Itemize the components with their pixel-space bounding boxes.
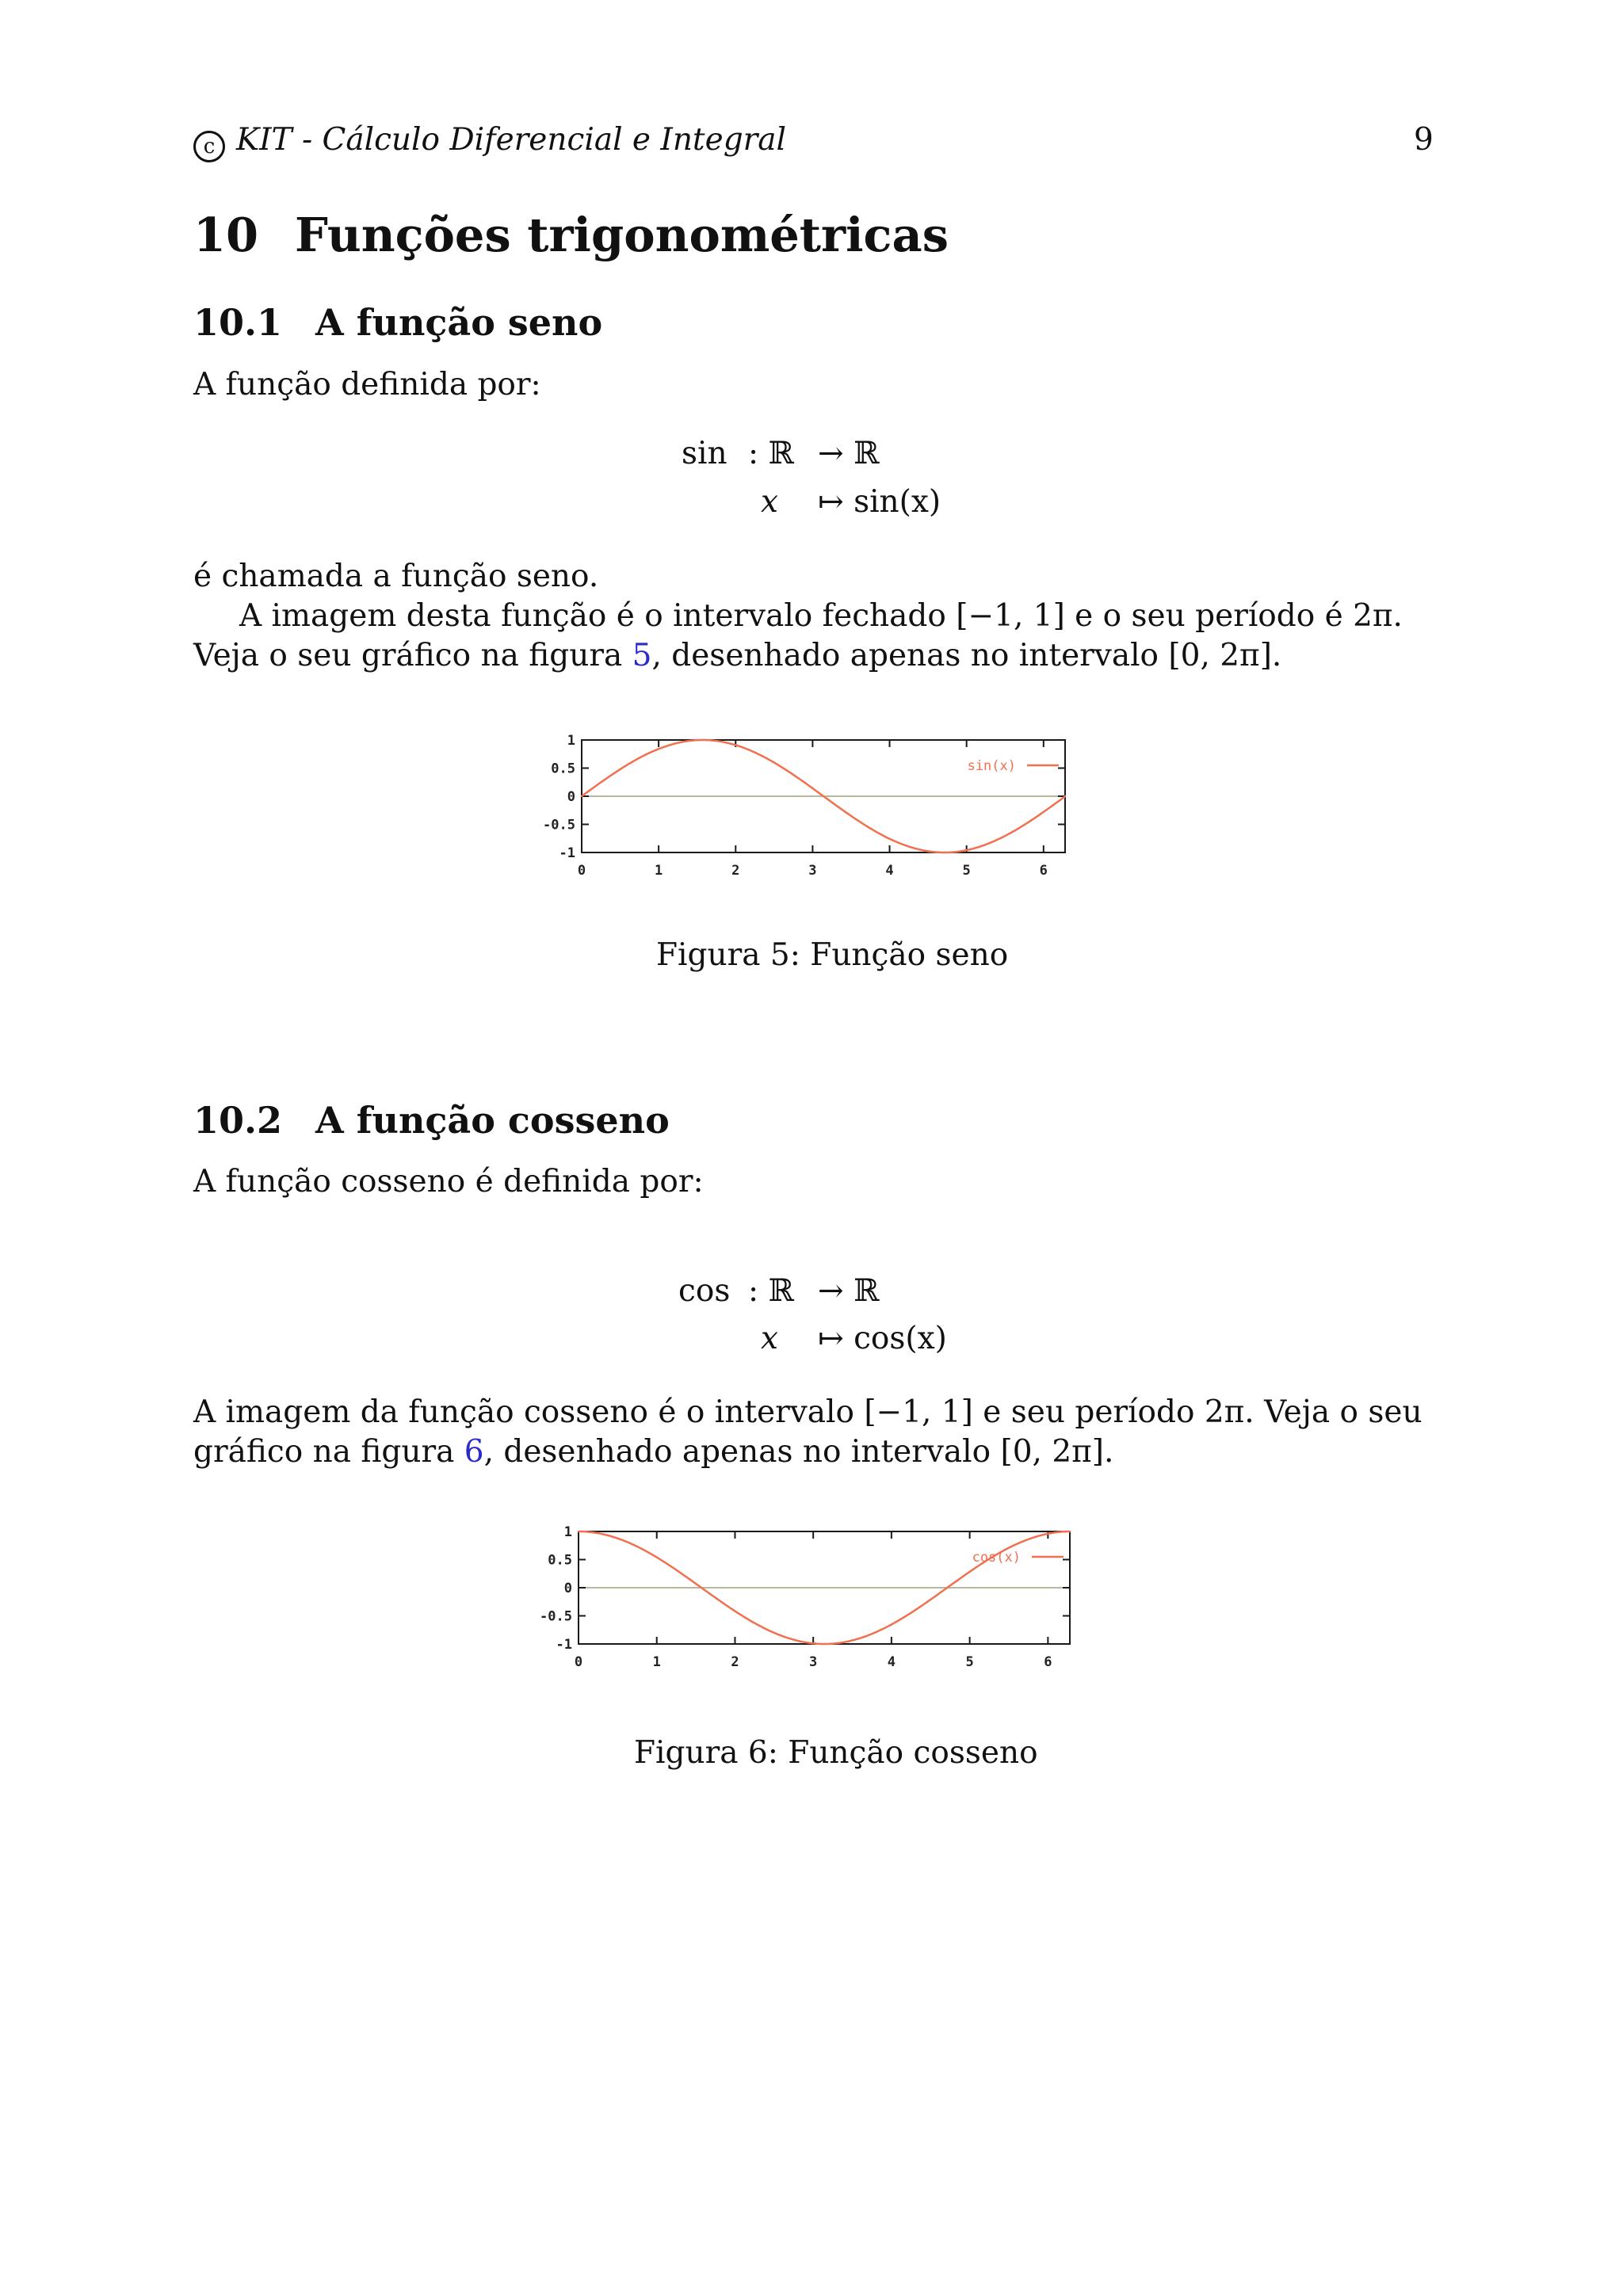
running-header [193, 122, 786, 162]
sine-paragraph-text-end: , desenhado apenas no intervalo [0, 2π]. [651, 638, 1282, 673]
sine-map-name: sin [682, 436, 727, 471]
cosine-chart [515, 1519, 1094, 1677]
x-tick-label: 0 [577, 863, 586, 879]
sine-chart-svg [518, 727, 1089, 886]
subsection-title: A função cosseno [315, 1099, 670, 1142]
data-point [617, 1537, 618, 1539]
sine-map-codomain: → ℝ [818, 436, 880, 471]
y-tick-label: 0 [563, 1581, 572, 1596]
legend-label: sin(x) [967, 758, 1016, 774]
figure-6-link[interactable]: 6 [464, 1434, 484, 1470]
y-tick-label: -0.5 [543, 817, 575, 833]
header-title: KIT - Cálculo Diferencial e Integral [236, 122, 787, 158]
x-tick-label: 6 [1039, 863, 1048, 879]
cosine-map-codomain: → ℝ [818, 1273, 880, 1309]
legend-label: cos(x) [972, 1550, 1021, 1566]
x-tick-label: 1 [655, 863, 663, 879]
x-tick-label: 2 [731, 1654, 739, 1670]
data-point [619, 769, 621, 770]
section-heading [193, 208, 949, 262]
y-tick-label: -1 [556, 1637, 572, 1653]
sine-map-domain: : ℝ [748, 436, 794, 471]
subsection-heading-sine [193, 301, 602, 344]
x-tick-label: 2 [731, 863, 740, 879]
y-tick-label: 0.5 [551, 761, 575, 777]
page-number: 9 [1414, 122, 1434, 158]
data-point [851, 1639, 853, 1641]
x-tick-label: 0 [574, 1654, 583, 1670]
cosine-chart-svg [515, 1519, 1094, 1677]
data-point [1004, 835, 1006, 837]
x-tick-label: 5 [965, 1654, 974, 1670]
section-title: Funções trigonométricas [295, 208, 949, 262]
x-tick-label: 5 [962, 863, 971, 879]
data-point [968, 1571, 970, 1573]
data-point [734, 1610, 735, 1611]
y-tick-label: 1 [563, 1524, 572, 1540]
data-point [930, 1599, 931, 1600]
x-tick-label: 4 [887, 1654, 896, 1670]
figure-5-caption: Figura 5: Função seno [656, 937, 1009, 973]
sine-map-rule: ↦ sin(x) [818, 484, 941, 520]
cosine-map-variable: x [761, 1321, 778, 1356]
data-point [658, 748, 659, 749]
data-point [850, 815, 852, 817]
subsection-title: A função seno [315, 301, 603, 344]
y-tick-label: -0.5 [540, 1608, 572, 1625]
y-tick-label: -1 [559, 845, 575, 861]
cosine-map-rule: ↦ cos(x) [818, 1321, 947, 1356]
cosine-paragraph-text-end: , desenhado apenas no intervalo [0, 2π]. [483, 1434, 1114, 1470]
data-point [735, 744, 736, 746]
sine-intro: A função definida por: [193, 367, 541, 402]
y-tick-label: 1 [567, 733, 575, 749]
data-point [1043, 811, 1044, 813]
cosine-map-domain: : ℝ [748, 1273, 794, 1309]
sine-paragraph-text: A imagem desta função é o intervalo fechado [−1, 1] e o seu período é 2π. Veja o seu gráfico na figura [193, 598, 1403, 673]
cosine-paragraph [193, 1393, 1431, 1472]
data-point [581, 795, 582, 797]
data-point [578, 1531, 579, 1532]
cosine-intro: A função cosseno é definida por: [193, 1164, 704, 1199]
data-point [927, 850, 929, 852]
subsection-heading-cosine [193, 1099, 670, 1142]
sine-definition-end: é chamada a função seno. [193, 559, 599, 594]
figure-6-caption: Figura 6: Função cosseno [634, 1735, 1038, 1771]
data-point [695, 1583, 697, 1585]
data-point [812, 1642, 814, 1644]
y-tick-label: 0 [567, 789, 575, 805]
data-point [773, 761, 775, 763]
data-point [891, 1623, 892, 1625]
cosine-paragraph-text: A imagem da função cosseno é o intervalo [−1, 1] e seu período 2π. Veja o seu gráfico na figura [193, 1394, 1423, 1470]
section-number: 10 [193, 208, 259, 262]
x-tick-label: 6 [1044, 1654, 1052, 1670]
copyright-icon: c [193, 131, 225, 162]
data-point [697, 739, 698, 741]
data-point [888, 838, 890, 840]
subsection-number: 10.2 [193, 1099, 283, 1142]
data-point [812, 788, 813, 789]
data-point [773, 1632, 775, 1634]
x-tick-label: 3 [809, 1654, 818, 1670]
cosine-map-name: cos [678, 1273, 731, 1309]
subsection-number: 10.1 [193, 301, 283, 344]
x-tick-label: 4 [885, 863, 894, 879]
figure-5-link[interactable]: 5 [632, 638, 652, 673]
sine-paragraph [193, 597, 1431, 676]
data-point [1008, 1547, 1010, 1548]
data-point [1069, 1531, 1071, 1532]
sine-map-variable: x [761, 484, 778, 520]
sine-chart [518, 727, 1089, 886]
y-tick-label: 0.5 [548, 1552, 572, 1569]
data-point [656, 1556, 658, 1558]
data-point [1047, 1533, 1048, 1535]
data-point [965, 849, 967, 851]
x-tick-label: 3 [808, 863, 817, 879]
data-point [1064, 795, 1066, 797]
x-tick-label: 1 [652, 1654, 661, 1670]
